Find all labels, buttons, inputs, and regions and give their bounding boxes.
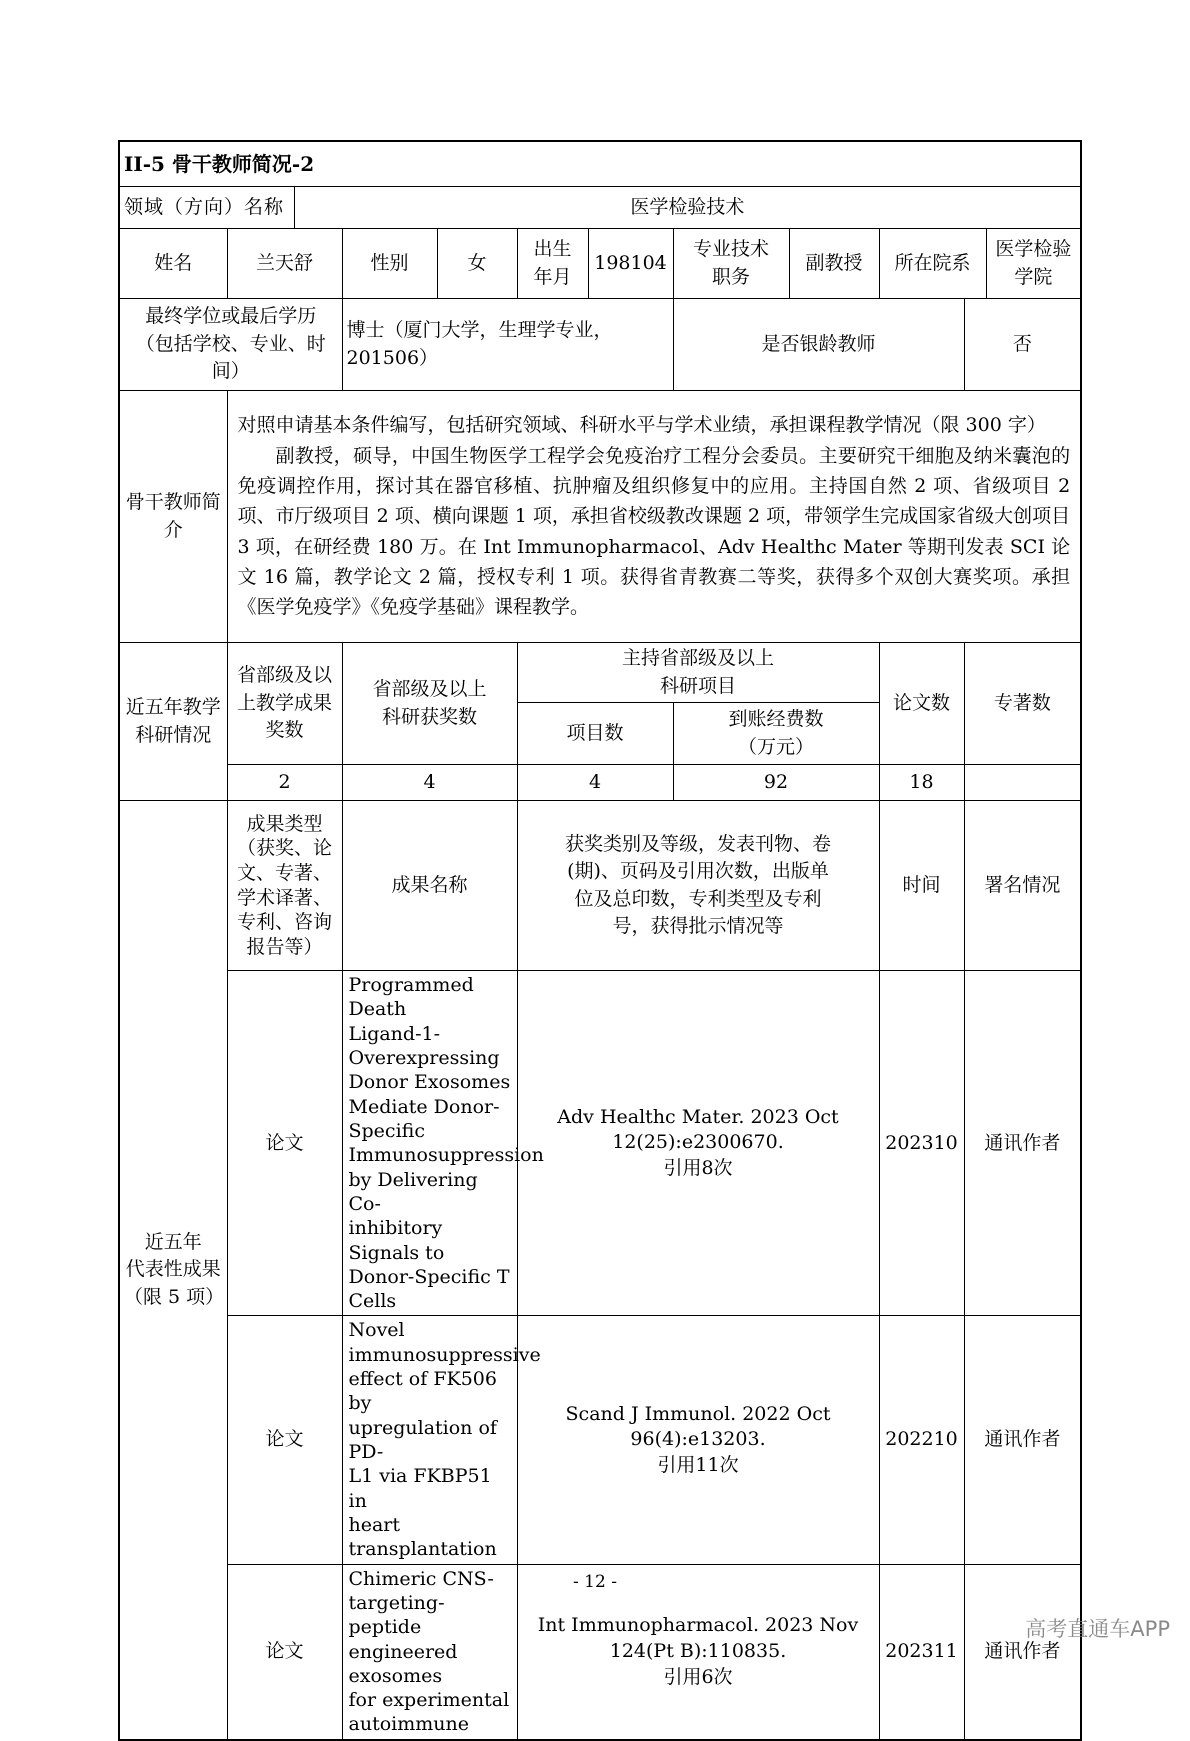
name-value: 兰天舒 xyxy=(227,229,342,299)
stats-research-awards-value: 4 xyxy=(342,765,517,801)
silver-label: 是否银龄教师 xyxy=(673,299,964,391)
title-label-line-2: 职务 xyxy=(711,265,750,288)
stats-books-value xyxy=(964,765,1081,801)
achievement-detail xyxy=(517,1316,879,1564)
stats-header-research-line-2: 科研获奖数 xyxy=(381,705,477,728)
stats-header-teach xyxy=(227,643,342,765)
stats-header-projects-line-1: 主持省部级及以上 xyxy=(621,647,774,669)
stats-header-funding-line-1: 到账经费数 xyxy=(728,708,824,731)
intro-content xyxy=(227,391,1081,643)
achievement-title-line: upregulation of PD- xyxy=(348,1416,497,1464)
achievement-detail-volume: 12(25):e2300670. xyxy=(612,1131,784,1154)
achievement-title xyxy=(342,1316,541,1564)
intro-label-line-1: 骨干教师简 xyxy=(125,490,221,513)
achievement-detail-journal: Int Immunopharmacol. 2023 Nov xyxy=(537,1614,859,1637)
achievement-detail-volume: 96(4):e13203. xyxy=(630,1428,766,1451)
teacher-profile-table xyxy=(118,140,1082,1741)
degree-value: 博士（厦门大学，生理学专业，201506） xyxy=(342,299,673,391)
name-label: 姓名 xyxy=(119,229,227,299)
stats-header-papers: 论文数 xyxy=(879,643,964,765)
achievement-title-line: Donor-Specific T xyxy=(348,1265,510,1288)
achievement-title-line: Cells xyxy=(348,1290,397,1313)
achievement-title-line: by Delivering Co- xyxy=(348,1168,478,1215)
dept-label: 所在院系 xyxy=(879,229,986,299)
birth-label-line-1: 出生 xyxy=(533,237,572,260)
achievement-time: 202210 xyxy=(879,1316,964,1564)
dept-value xyxy=(986,229,1081,299)
achievements-header-detail-line: 位及总印数，专利类型及专利 xyxy=(574,887,822,910)
stats-header-projects xyxy=(517,643,879,703)
achievement-title-line: Novel xyxy=(348,1319,405,1342)
achievement-title xyxy=(342,971,544,1316)
achievement-row xyxy=(119,971,1081,1316)
achievement-title-line: autoimmune xyxy=(348,1713,469,1736)
achievements-label xyxy=(119,801,227,1740)
achievements-label-line-2: 代表性成果 xyxy=(125,1258,221,1281)
achievements-header-type-line: 文、专著、 xyxy=(236,861,332,884)
achievements-header-detail-line: 号，获得批示情况等 xyxy=(612,915,784,938)
achievements-header-type-line: 学术译著、 xyxy=(236,886,332,909)
section-title: II-5 骨干教师简况-2 xyxy=(119,141,1081,187)
achievement-type: 论文 xyxy=(227,1564,342,1740)
stats-header-research xyxy=(342,643,517,765)
silver-value: 否 xyxy=(964,299,1081,391)
achievement-detail-volume: 124(Pt B):110835. xyxy=(609,1639,787,1662)
title-label-line-1: 专业技术 xyxy=(692,237,769,260)
achievements-header-type-line: 专利、咨询 xyxy=(236,911,332,934)
stats-label-line-2: 科研情况 xyxy=(135,723,212,746)
achievement-title-line: L1 via FKBP51 in xyxy=(348,1465,492,1512)
stats-header-project-count: 项目数 xyxy=(517,703,673,765)
intro-label-line-2: 介 xyxy=(163,518,183,541)
achievement-type: 论文 xyxy=(227,1316,342,1564)
stats-projects-value: 4 xyxy=(517,765,673,801)
achievements-header-detail xyxy=(517,801,879,971)
gender-label: 性别 xyxy=(342,229,437,299)
watermark: 高考直通车APP xyxy=(1025,1617,1170,1641)
birth-label-line-2: 年月 xyxy=(533,265,572,288)
stats-papers-value: 18 xyxy=(879,765,964,801)
achievement-title-line: Specific xyxy=(348,1119,425,1142)
achievements-label-line-3: （限 5 项） xyxy=(124,1285,225,1308)
achievement-detail-citations: 引用11次 xyxy=(657,1453,739,1476)
achievement-title-line: Chimeric CNS- xyxy=(348,1567,494,1590)
degree-label-line-1: 最终学位或最后学历 xyxy=(145,305,317,328)
achievement-sign: 通讯作者 xyxy=(964,1316,1081,1564)
stats-funding-value: 92 xyxy=(673,765,879,801)
achievement-title-line: Overexpressing xyxy=(348,1047,500,1070)
stats-header-research-line-1: 省部级及以上 xyxy=(372,678,487,700)
stats-header-funding xyxy=(673,703,879,765)
achievement-detail xyxy=(517,971,879,1316)
achievements-header-detail-line: (期)、页码及引用次数，出版单 xyxy=(567,860,829,883)
stats-header-projects-line-2: 科研项目 xyxy=(659,674,736,697)
stats-header-teach-line-2: 上教学成果 xyxy=(236,691,332,714)
achievements-header-type-line: （获奖、论 xyxy=(236,837,332,860)
achievement-detail-citations: 引用6次 xyxy=(663,1665,733,1688)
intro-label xyxy=(119,391,227,643)
dept-value-line-1: 医学检验 xyxy=(995,237,1072,260)
stats-header-teach-line-1: 省部级及以 xyxy=(236,664,332,687)
stats-header-books: 专著数 xyxy=(964,643,1081,765)
title-label xyxy=(673,229,789,299)
achievements-header-type xyxy=(227,801,342,971)
stats-label-line-1: 近五年教学 xyxy=(125,696,221,718)
title-value: 副教授 xyxy=(789,229,879,299)
achievements-header-type-line: 报告等） xyxy=(246,935,323,958)
intro-body: 副教授，硕导，中国生物医学工程学会免疫治疗工程分会委员。主要研究干细胞及纳米囊泡的免疫调控作用，探讨其在器官移植、抗肿瘤及组织修复中的应用。主持国自然 2 项、省级项目 2 项、市厅级项目 2 项、横向课题 1 项，承担省校级教改课题 2 项，带领学生完成国家省级大创项目 3 项，在研经费 180 万。在 Int Immunopharmacol、Adv Healthc Mater 等期刊发表 SCI 论文 16 篇，教学论文 2 篇，授权专利 1 项。获得省青教赛二等奖，获得多个双创大赛奖项。承担《医学免疫学》《免疫学基础》课程教学。 xyxy=(237,444,1071,619)
achievement-detail-citations: 引用8次 xyxy=(663,1157,733,1180)
page-number: - 12 - xyxy=(573,1572,617,1592)
achievements-label-line-1: 近五年 xyxy=(144,1230,202,1253)
achievement-detail-journal: Adv Healthc Mater. 2023 Oct xyxy=(557,1105,839,1128)
achievement-sign: 通讯作者 xyxy=(964,971,1081,1316)
achievement-title-line: effect of FK506 by xyxy=(348,1368,497,1415)
field-label: 领域（方向）名称 xyxy=(119,187,294,229)
achievement-title-line: Programmed Death xyxy=(348,974,474,1021)
degree-label xyxy=(119,299,342,391)
achievements-header-time: 时间 xyxy=(879,801,964,971)
achievements-header-name: 成果名称 xyxy=(342,801,517,971)
achievement-detail-journal: Scand J Immunol. 2022 Oct xyxy=(565,1402,831,1425)
achievements-header-detail-line: 获奖类别及等级，发表刊物、卷 xyxy=(564,832,831,855)
stats-teach-awards-value: 2 xyxy=(227,765,342,801)
achievement-sign: 通讯作者 xyxy=(964,1564,1081,1740)
birth-value: 198104 xyxy=(588,229,673,299)
achievement-time: 202311 xyxy=(879,1564,964,1740)
achievement-title-line: heart transplantation xyxy=(348,1513,497,1561)
gender-value: 女 xyxy=(437,229,517,299)
achievement-title-line: Immunosuppression xyxy=(348,1144,544,1167)
birth-label xyxy=(517,229,588,299)
achievement-time: 202310 xyxy=(879,971,964,1316)
achievement-row xyxy=(119,1316,1081,1564)
degree-label-line-2: （包括学校、专业、时 xyxy=(135,332,326,355)
dept-value-line-2: 学院 xyxy=(1014,265,1053,288)
field-value: 医学检验技术 xyxy=(294,187,1081,229)
achievements-header-sign: 署名情况 xyxy=(964,801,1081,971)
stats-label xyxy=(119,643,227,801)
achievement-title-line: targeting-peptide xyxy=(348,1591,445,1639)
stats-header-teach-line-3: 奖数 xyxy=(265,719,304,742)
achievement-title-line: inhibitory Signals to xyxy=(348,1217,445,1264)
achievement-title-line: Ligand-1- xyxy=(348,1022,441,1045)
intro-instruction: 对照申请基本条件编写，包括研究领域、科研水平与学术业绩，承担课程教学情况（限 300 字） xyxy=(237,414,1046,437)
achievement-title-line: engineered exosomes xyxy=(348,1640,458,1687)
achievement-title-line: Mediate Donor- xyxy=(348,1095,500,1118)
achievement-type: 论文 xyxy=(227,971,342,1316)
stats-header-funding-line-2: （万元） xyxy=(737,735,814,758)
achievements-header-type-line: 成果类型 xyxy=(246,812,323,835)
degree-label-line-3: 间） xyxy=(211,360,250,383)
achievement-title-line: Donor Exosomes xyxy=(348,1071,511,1094)
achievement-title-line: immunosuppressive xyxy=(348,1343,541,1366)
achievement-title-line: for experimental xyxy=(348,1689,510,1712)
